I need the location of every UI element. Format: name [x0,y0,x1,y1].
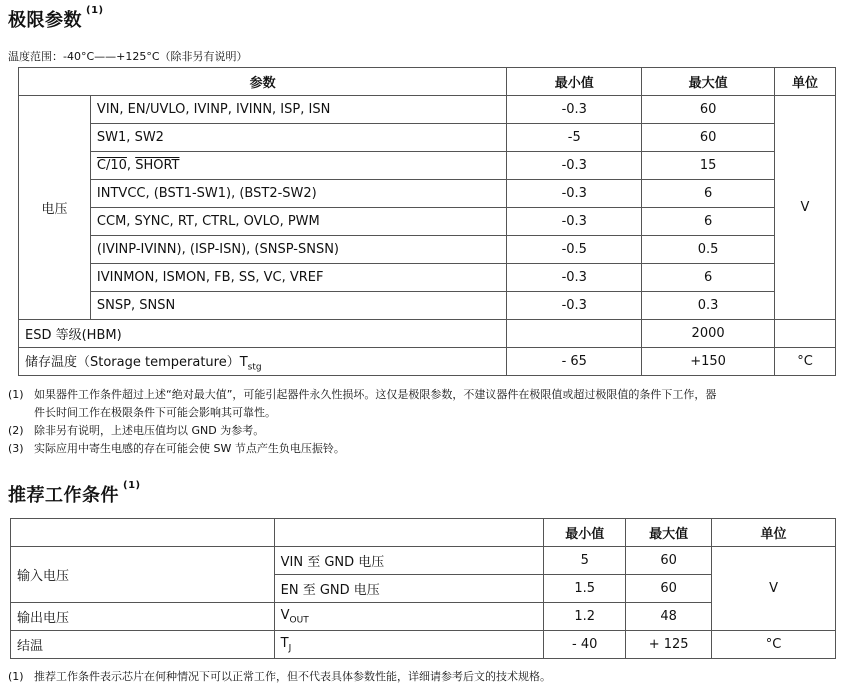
param-c10: C/10 [96,158,127,173]
param-sep: , [126,158,136,173]
row-param: EN 至 GND 电压 [274,575,544,603]
table-row [19,348,836,376]
rec-title: 推荐工作条件 $^{(1)}$ [8,480,141,506]
rec-note: (1) 推荐工作条件表示芯片在何种情况下可以正常工作，但不代表具体参数性能，详细请参考后文的技术规格。 [8,670,551,683]
storage-max: +150 [642,348,775,376]
table-row [19,236,836,264]
row-max: 60 [642,124,775,152]
row-param: VIN 至 GND 电压 [274,547,544,575]
unit-v: V [775,96,836,320]
row-min: -0.3 [507,96,642,124]
junction-label: 结温 [11,631,275,659]
storage-label: 储存温度（Storage $temperature)T_{stg}$ [19,348,507,376]
row-max: 48 [626,603,712,631]
row-min: 1.2 [544,603,626,631]
table-row [19,180,836,208]
table-row [11,547,836,575]
row-min: 1.5 [544,575,626,603]
header-blank [274,519,544,547]
row-max: 60 [642,96,775,124]
table-row [19,264,836,292]
input-voltage-label: 输入电压 [11,547,275,603]
abs-max-notes [8,386,838,458]
unit-v: V [712,547,836,631]
table-row [19,124,836,152]
note-line: (2) 除非另有说明，上述电压值均以 GND 为参考。 [8,424,265,437]
row-max: 15 [642,152,775,180]
header-unit: 单位 [775,68,836,96]
row-max: 6 [642,180,775,208]
row-param: (IVINP-IVINN), (ISP-ISN), (SNSP-SNSN) [90,236,506,264]
row-param: INTVCC, (BST1-SW1), (BST2-SW2) [90,180,506,208]
row-unit: °C [712,631,836,659]
row-param: SW1, SW2 [90,124,506,152]
storage-unit: °C [775,348,836,376]
row-min: -0.3 [507,152,642,180]
row-max: + 125 [626,631,712,659]
row-max: 6 [642,208,775,236]
row-min: -5 [507,124,642,152]
header-min: 最小值 [544,519,626,547]
row-min: -0.5 [507,236,642,264]
table-row [19,208,836,236]
table-header-row [19,68,836,96]
table-row [19,292,836,320]
storage-min: - 65 [507,348,642,376]
note-line: 件长时间工作在极限条件下可能会影响其可靠性。 [34,406,276,419]
note-line: (1) 如果器件工作条件超过上述“绝对最大值”，可能引起器件永久性损坏。这仅是极限参数，不建议器件在极限值或超过极限值的条件下工作，器 [8,388,717,401]
esd-unit [775,320,836,348]
row-max: 0.5 [642,236,775,264]
output-voltage-label: 输出电压 [11,603,275,631]
row-max: 60 [626,547,712,575]
header-unit: 单位 [712,519,836,547]
row-min: 5 [544,547,626,575]
header-max: 最大值 [642,68,775,96]
row-param [90,152,506,180]
row-min: -0.3 [507,264,642,292]
abs-max-title: 极限参数 $^{(1)}$ [8,5,104,31]
group-voltage: 电压 [19,96,91,320]
table-row [19,96,836,124]
abs-max-table [18,67,836,376]
row-param: SNSP, SNSN [90,292,506,320]
row-max: 6 [642,264,775,292]
header-min: 最小值 [507,68,642,96]
row-min: -0.3 [507,208,642,236]
header-blank [11,519,275,547]
row-min: -0.3 [507,180,642,208]
esd-max: 2000 [642,320,775,348]
header-param: 参数 [19,68,507,96]
table-row [19,320,836,348]
row-min: -0.3 [507,292,642,320]
header-max: 最大值 [626,519,712,547]
row-param: VIN, EN/UVLO, IVINP, IVINN, ISP, ISN [90,96,506,124]
row-param: $V_{OUT}$ [274,603,544,631]
esd-label: ESD 等级(HBM) [19,320,507,348]
row-max: 0.3 [642,292,775,320]
temp-range-note: 温度范围：-40°C——+125°C（除非另有说明） [8,50,248,63]
note-line: (3) 实际应用中寄生电感的存在可能会使 SW 节点产生负电压振铃。 [8,442,345,455]
row-min [507,320,642,348]
table-row [19,152,836,180]
rec-table [10,518,836,659]
table-row [11,631,836,659]
row-param: IVINMON, ISMON, FB, SS, VC, VREF [90,264,506,292]
row-min: - 40 [544,631,626,659]
table-header-row [11,519,836,547]
row-param: $T_J$ [274,631,544,659]
param-short: SHORT [135,158,180,173]
row-param: CCM, SYNC, RT, CTRL, OVLO, PWM [90,208,506,236]
row-max: 60 [626,575,712,603]
